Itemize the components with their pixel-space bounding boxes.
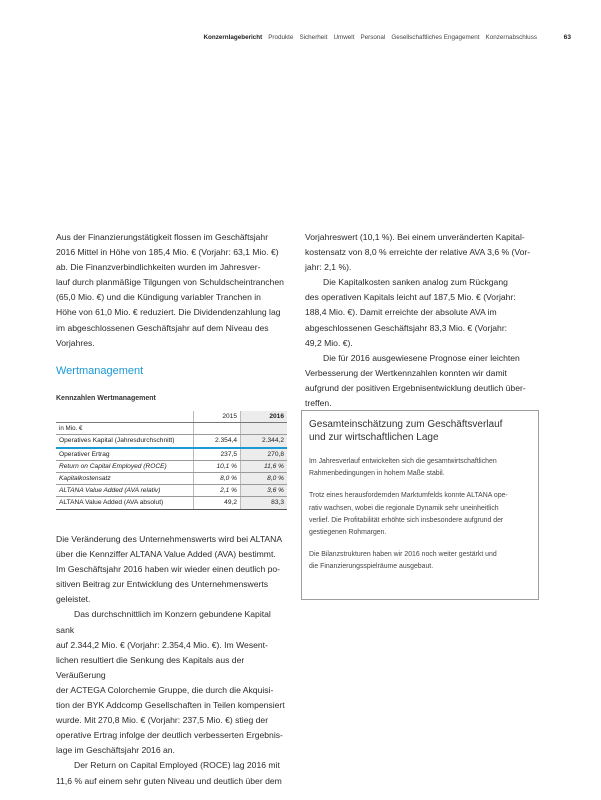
nav-item-produkte[interactable]: Produkte	[268, 34, 294, 41]
table-header-row	[56, 411, 287, 423]
text-line: Das durchschnittlich im Konzern gebundene Kapital sank	[56, 609, 271, 635]
text-line: im abgeschlossenen Geschäftsjahr auf dem Niveau des	[56, 322, 269, 333]
financing-paragraph	[56, 230, 291, 351]
value-2015: 2.354,4	[194, 435, 241, 448]
page-number: 63	[563, 34, 571, 41]
header-label-cell	[56, 411, 194, 423]
value-2016: 2.344,2	[241, 435, 288, 448]
table-title: Kennzahlen Wertmanagement	[56, 395, 156, 402]
text-line: rativ wachsen, wobei die regionale Dynamik sehr uneinheitlich	[309, 504, 499, 512]
text-line: Im Jahresverlauf entwickelten sich die gesamtwirtschaftlichen	[309, 458, 497, 465]
table-row	[56, 485, 287, 497]
value-2015: 8,0 %	[194, 472, 241, 484]
value-2015: 2,1 %	[194, 485, 241, 497]
text-line: abgeschlossenen Geschäftsjahr 83,3 Mio. € (Vorjahr:	[305, 322, 508, 333]
row-label: Operatives Kapital (Jahresdurchschnitt)	[56, 435, 194, 448]
text-line: Verbesserung der Wertkennzahlen konnten wir damit	[305, 367, 507, 378]
table-row	[56, 472, 287, 484]
paragraph	[56, 607, 291, 758]
text-line: lichen resultiert die Senkung des Kapitals aus der Veräußerung	[56, 654, 245, 680]
text-line: 188,4 Mio. €). Damit erreichte der absolute AVA im	[305, 307, 497, 318]
text-line: 2016 Mittel in Höhe von 185,4 Mio. € (Vorjahr: 63,1 Mio. €)	[56, 247, 279, 258]
summary-box-title	[309, 418, 531, 444]
right-column-text	[305, 230, 543, 411]
text-line: Höhe von 61,0 Mio. € reduziert. Die Dividendenzahlung lag	[56, 307, 281, 318]
table-row	[56, 448, 287, 461]
text-line: des operativen Kapitals leicht auf 187,5 Mio. € (Vorjahr:	[305, 292, 516, 303]
page-header	[0, 34, 601, 46]
empty-cell	[194, 423, 241, 435]
empty-cell	[241, 423, 288, 435]
row-label: ALTANA Value Added (AVA relativ)	[56, 485, 194, 497]
summary-paragraph	[309, 490, 531, 539]
nav-item-konzernlagebericht[interactable]: Konzernlagebericht	[203, 34, 263, 41]
text-line: jahr: 2,1 %).	[305, 262, 352, 273]
nav-item-konzernabschluss[interactable]: Konzernabschluss	[485, 34, 537, 41]
unit-row	[56, 423, 287, 435]
value-2016: 8,0 %	[241, 472, 288, 484]
summary-paragraph	[309, 549, 531, 573]
text-line: lage im Geschäftsjahr 2016 an.	[56, 745, 175, 756]
nav-item-personal[interactable]: Personal	[360, 34, 386, 41]
year-header-2016: 2016	[241, 411, 288, 423]
text-line: kostensatz von 8,0 % erreichte der relative AVA 3,6 % (Vor-	[305, 247, 531, 258]
text-line: Die für 2016 ausgewiesene Prognose einer leichten	[323, 352, 520, 363]
text-line: geleistet.	[56, 594, 91, 605]
text-line: Aus der Finanzierungstätigkeit flossen im Geschäftsjahr	[56, 232, 269, 242]
text-line: Im Geschäftsjahr 2016 haben wir wieder einen deutlich po-	[56, 564, 281, 575]
text-line: auf 2.344,2 Mio. € (Vorjahr: 2.354,4 Mio. €). Im Wesent-	[56, 639, 268, 650]
text-line: über die Kennziffer ALTANA Value Added (AVA) bestimmt.	[56, 549, 276, 560]
text-line: ab. Die Finanzverbindlichkeiten wurden im Jahresver-	[56, 262, 261, 273]
text-line: die Finanzierungsspielräume ausgebaut.	[309, 563, 434, 571]
paragraph	[305, 230, 543, 275]
text-line: verlief. Die Profitabilität erhöhte sich insbesondere aufgrund der	[309, 516, 504, 524]
text-line: lauf durch planmäßige Tilgungen von Schuldscheintranchen	[56, 277, 284, 288]
summary-box	[301, 410, 539, 600]
text-line: wurde. Mit 270,8 Mio. € (Vorjahr: 237,5 Mio. €) stieg der	[56, 715, 269, 726]
paragraph	[305, 275, 543, 350]
value-2016: 270,8	[241, 448, 288, 461]
paragraph	[305, 351, 543, 411]
summary-paragraph	[309, 456, 531, 480]
nav-item-sicherheit[interactable]: Sicherheit	[299, 34, 328, 41]
text-line: Die Veränderung des Unternehmenswerts wird bei ALTANA	[56, 534, 283, 544]
value-2016: 3,6 %	[241, 485, 288, 497]
nav-item-umwelt[interactable]: Umwelt	[333, 34, 355, 41]
unit-label: in Mio. €	[56, 423, 194, 435]
value-management-table	[56, 411, 287, 510]
table-row	[56, 435, 287, 448]
chapter-navigation	[203, 34, 537, 41]
value-2016: 83,3	[241, 497, 288, 509]
value-2015: 10,1 %	[194, 460, 241, 472]
row-label: Operativer Ertrag	[56, 448, 194, 461]
value-2015: 49,2	[194, 497, 241, 509]
text-line: Die Kapitalkosten sanken analog zum Rückgang	[323, 277, 508, 288]
text-line: Der Return on Capital Employed (ROCE) lag 2016 mit	[74, 760, 280, 771]
text-line: Rahmenbedingungen in hohem Maße stabil.	[309, 470, 445, 478]
text-line: aufgrund der positiven Ergebnisentwicklung deutlich über-	[305, 382, 526, 393]
text-line: Vorjahreswert (10,1 %). Bei einem unveränderten Kapital-	[305, 232, 525, 242]
value-management-text	[56, 532, 291, 789]
value-2016: 11,6 %	[241, 460, 288, 472]
row-label: ALTANA Value Added (AVA absolut)	[56, 497, 194, 509]
text-line: tion der BYK Addcomp Gesellschaften in Teilen kompensiert	[56, 700, 285, 711]
text-line: sitiven Beitrag zur Entwicklung des Unternehmenswerts	[56, 579, 269, 590]
text-line: Vorjahres.	[56, 337, 95, 348]
year-header-2015: 2015	[194, 411, 241, 423]
table-row	[56, 497, 287, 509]
row-label: Kapitalkostensatz	[56, 472, 194, 484]
paragraph	[56, 758, 291, 788]
text-line: Trotz eines herausfordernden Marktumfelds konnte ALTANA ope-	[309, 492, 508, 500]
section-heading: Wertmanagement	[56, 365, 144, 377]
title-line: und zur wirtschaftlichen Lage	[309, 432, 439, 443]
text-line: 49,2 Mio. €).	[305, 337, 353, 348]
text-line: 11,6 % auf einem sehr guten Niveau und deutlich über dem	[56, 775, 282, 786]
nav-item-engagement[interactable]: Gesellschaftliches Engagement	[391, 34, 480, 41]
text-line: Die Bilanzstrukturen haben wir 2016 noch weiter gestärkt und	[309, 551, 497, 559]
value-2015: 237,5	[194, 448, 241, 461]
text-line: gestiegenen Rohmargen.	[309, 529, 387, 537]
row-label: Return on Capital Employed (ROCE)	[56, 460, 194, 472]
text-line: der ACTEGA Colorchemie Gruppe, die durch die Akquisi-	[56, 684, 274, 695]
text-line: treffen.	[305, 398, 332, 409]
title-line: Gesamteinschätzung zum Geschäftsverlauf	[309, 419, 503, 430]
text-line: operative Ertrag infolge der deutlich verbesserten Ergebnis-	[56, 730, 283, 741]
table-row	[56, 460, 287, 472]
paragraph	[56, 532, 291, 607]
text-line: (65,0 Mio. €) und die Kündigung variabler Tranchen in	[56, 292, 261, 303]
